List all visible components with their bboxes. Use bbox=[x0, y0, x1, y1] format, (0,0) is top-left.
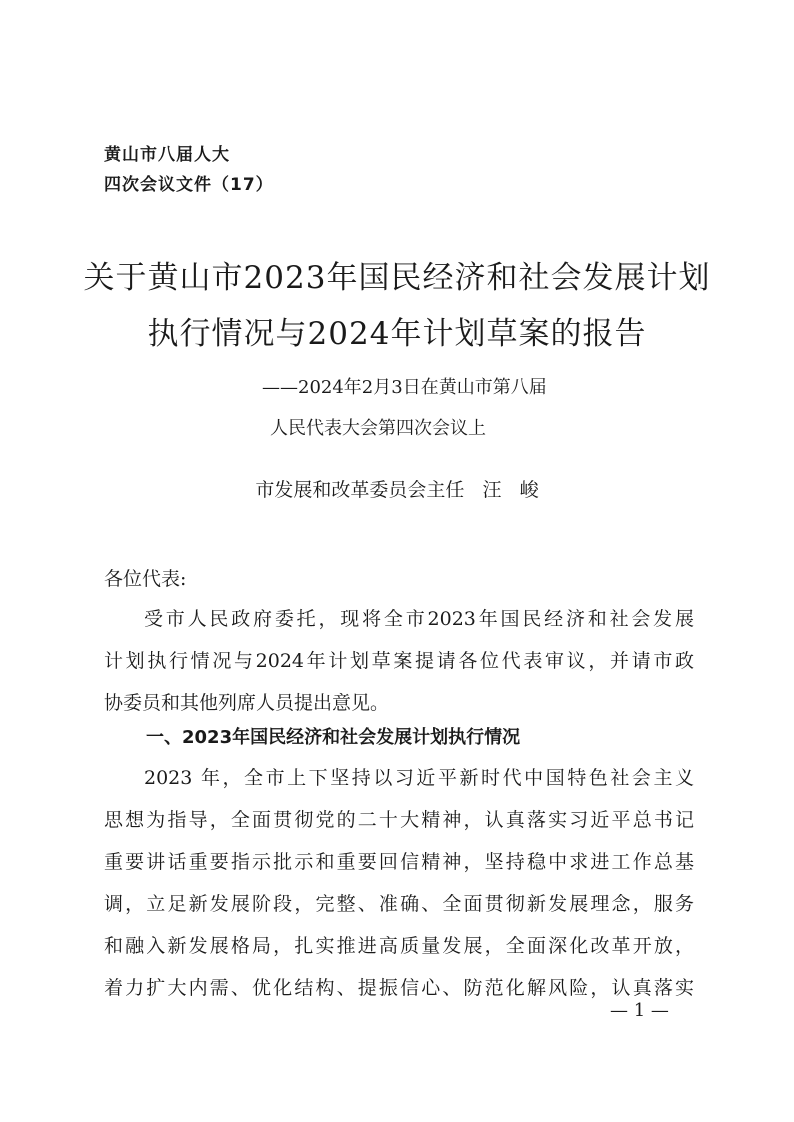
paragraph-line: 计划执行情况与2024年计划草案提请各位代表审议，并请市政 bbox=[104, 650, 694, 672]
header-line-1: 黄山市八届人大 bbox=[104, 145, 230, 165]
paragraph-2 bbox=[104, 757, 694, 1009]
paragraph-line: 受市人民政府委托，现将全市2023年国民经济和社会发展 bbox=[144, 608, 694, 630]
document-title-line-2: 执行情况与2024年计划草案的报告 bbox=[147, 316, 647, 352]
paragraph-line: 协委员和其他列席人员提出意见。 bbox=[104, 692, 390, 714]
paragraph-line: 思想为指导，全面贯彻党的二十大精神，认真落实习近平总书记 bbox=[104, 809, 694, 831]
paragraph-line: 2023 年，全市上下坚持以习近平新时代中国特色社会主义 bbox=[144, 767, 694, 789]
subtitle-line-1: ——2024年2月3日在黄山市第八届 bbox=[262, 377, 547, 398]
document-header bbox=[104, 140, 274, 200]
paragraph-line: 和融入新发展格局，扎实推进高质量发展，全面深化改革开放， bbox=[104, 935, 694, 957]
page-number: — 1 — bbox=[610, 1000, 669, 1021]
document-title-line-1: 关于黄山市2023年国民经济和社会发展计划 bbox=[83, 260, 711, 296]
paragraph-line: 调，立足新发展阶段，完整、准确、全面贯彻新发展理念，服务 bbox=[104, 893, 694, 915]
subtitle-line-2: 人民代表大会第四次会议上 bbox=[270, 418, 486, 439]
section-heading-1: 一、2023年国民经济和社会发展计划执行情况 bbox=[146, 727, 521, 748]
paragraph-line: 重要讲话重要指示批示和重要回信精神，坚持稳中求进工作总基 bbox=[104, 851, 694, 873]
paragraph-1 bbox=[104, 598, 694, 724]
header-line-2: 四次会议文件（17） bbox=[104, 175, 274, 195]
paragraph-line: 着力扩大内需、优化结构、提振信心、防范化解风险，认真落实 bbox=[104, 977, 694, 999]
author-line: 市发展和改革委员会主任 汪 峻 bbox=[255, 479, 539, 501]
salutation: 各位代表: bbox=[104, 568, 187, 590]
